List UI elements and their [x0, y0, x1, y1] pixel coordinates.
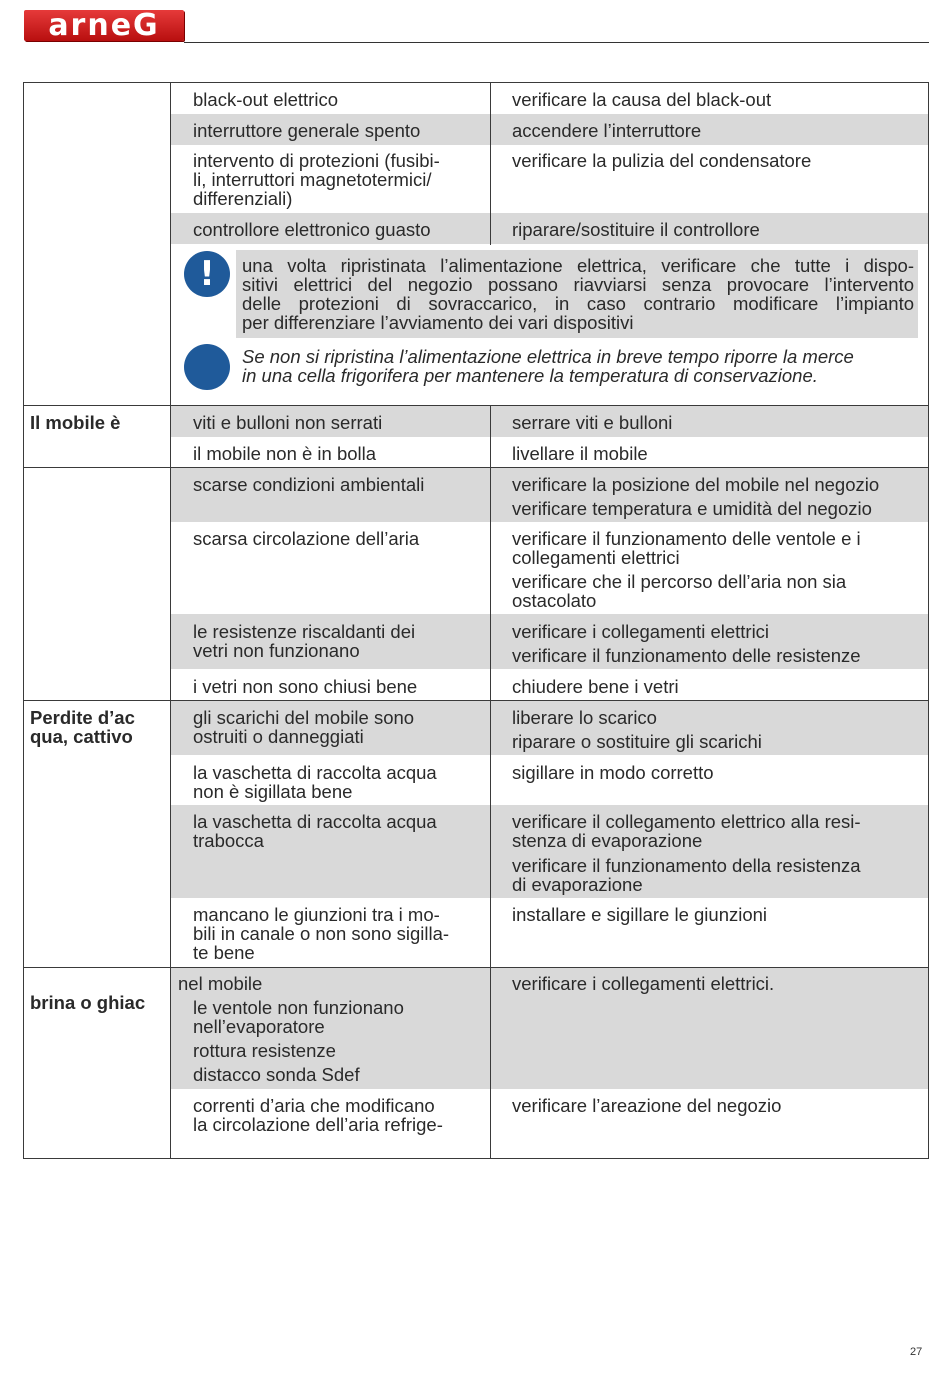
remedy-cell: sigillare in modo corretto — [512, 762, 714, 783]
category-label: Perdite d’ac — [30, 707, 135, 728]
remedy-cell: collegamenti elettrici — [512, 547, 680, 568]
group-separator — [23, 967, 929, 968]
remedy-cell: verificare che il percorso dell’aria non sia — [512, 571, 847, 592]
remedy-cell: verificare il funzionamento delle resistenze — [512, 645, 861, 666]
cause-cell: non è sigillata bene — [193, 781, 353, 802]
cause-cell: le resistenze riscaldanti dei — [193, 621, 416, 642]
remedy-cell: verificare la posizione del mobile nel negozio — [512, 474, 880, 495]
warning-note-line: per differenziare l’avviamento dei vari dispositivi — [242, 312, 634, 333]
group-separator — [23, 405, 929, 406]
warning-note-line: sitivi elettrici del negozio possano riavviarsi senza provocare l’intervento — [242, 274, 914, 295]
arneg-logo: arneG — [24, 10, 184, 41]
page-header — [24, 10, 929, 43]
remedy-cell: riparare o sostituire gli scarichi — [512, 731, 762, 752]
cause-cell: i vetri non sono chiusi bene — [193, 676, 418, 697]
remedy-cell: stenza di evaporazione — [512, 830, 703, 851]
remedy-cell: accendere l’interruttore — [512, 120, 702, 141]
remedy-cell: di evaporazione — [512, 874, 643, 895]
remedy-cell: installare e sigillare le giunzioni — [512, 904, 768, 925]
column-divider — [490, 406, 491, 1159]
column-divider — [490, 82, 491, 245]
cause-cell: gli scarichi del mobile sono — [193, 707, 415, 728]
cause-cell: la vaschetta di raccolta acqua — [193, 762, 437, 783]
cause-cell: trabocca — [193, 830, 264, 851]
remedy-cell: verificare il funzionamento della resistenza — [512, 855, 861, 876]
remedy-cell: verificare l’areazione del negozio — [512, 1095, 782, 1116]
remedy-cell: verificare i collegamenti elettrici — [512, 621, 770, 642]
remedy-cell: chiudere bene i vetri — [512, 676, 679, 697]
info-note-line: in una cella frigorifera per mantenere la temperatura di conservazione. — [242, 365, 818, 386]
cause-cell: scarsa circolazione dell’aria — [193, 528, 420, 549]
info-icon — [184, 344, 230, 390]
category-label: qua, cattivo — [30, 726, 133, 747]
remedy-cell: liberare lo scarico — [512, 707, 657, 728]
cause-cell: rottura resistenze — [193, 1040, 336, 1061]
category-label: Il mobile è — [30, 412, 121, 433]
cause-cell: differenziali) — [193, 188, 293, 209]
cause-cell: correnti d’aria che modificano — [193, 1095, 435, 1116]
remedy-cell: verificare il collegamento elettrico alla resi- — [512, 811, 861, 832]
remedy-cell: verificare il funzionamento delle ventole e i — [512, 528, 861, 549]
remedy-cell: livellare il mobile — [512, 443, 648, 464]
cause-cell: il mobile non è in bolla — [193, 443, 377, 464]
group-separator — [23, 700, 929, 701]
info-note-line: Se non si ripristina l’alimentazione elettrica in breve tempo riporre la merce — [242, 346, 854, 367]
cause-cell: mancano le giunzioni tra i mo- — [193, 904, 440, 925]
warning-icon: ! — [184, 251, 230, 297]
group-separator — [23, 467, 929, 468]
category-label: brina o ghiac — [30, 992, 146, 1013]
warning-note-line: delle protezioni di sovraccarico, in caso contrario modificare l’impianto — [242, 293, 914, 314]
cause-cell: li, interruttori magnetotermici/ — [193, 169, 432, 190]
cause-cell: intervento di protezioni (fusibi- — [193, 150, 440, 171]
cause-cell: ostruiti o danneggiati — [193, 726, 364, 747]
cause-cell: nell’evaporatore — [193, 1016, 325, 1037]
remedy-cell: verificare temperatura e umidità del negozio — [512, 498, 872, 519]
cause-cell: te bene — [193, 942, 255, 963]
remedy-cell: verificare i collegamenti elettrici. — [512, 973, 775, 994]
remedy-cell: riparare/sostituire il controllore — [512, 219, 760, 240]
cause-cell: bili in canale o non sono sigilla- — [193, 923, 450, 944]
remedy-cell: ostacolato — [512, 590, 597, 611]
cause-cell: black-out elettrico — [193, 89, 338, 110]
header-rule — [184, 42, 929, 43]
warning-note-line: una volta ripristinata l’alimentazione elettrica, verificare che tutte i dispo- — [242, 255, 914, 276]
cause-cell: nel mobile — [178, 973, 263, 994]
cause-cell: interruttore generale spento — [193, 120, 421, 141]
cause-cell: vetri non funzionano — [193, 640, 360, 661]
remedy-cell: verificare la causa del black-out — [512, 89, 772, 110]
page-number: 27 — [910, 1346, 923, 1358]
remedy-cell: serrare viti e bulloni — [512, 412, 673, 433]
cause-cell: controllore elettronico guasto — [193, 219, 431, 240]
troubleshooting-table — [23, 82, 929, 1159]
column-divider — [170, 82, 171, 1159]
cause-cell: distacco sonda Sdef — [193, 1064, 360, 1085]
cause-cell: scarse condizioni ambientali — [193, 474, 425, 495]
cause-cell: viti e bulloni non serrati — [193, 412, 383, 433]
cause-cell: le ventole non funzionano — [193, 997, 404, 1018]
cause-cell: la circolazione dell’aria refrige- — [193, 1114, 443, 1135]
cause-cell: la vaschetta di raccolta acqua — [193, 811, 437, 832]
remedy-cell: verificare la pulizia del condensatore — [512, 150, 812, 171]
